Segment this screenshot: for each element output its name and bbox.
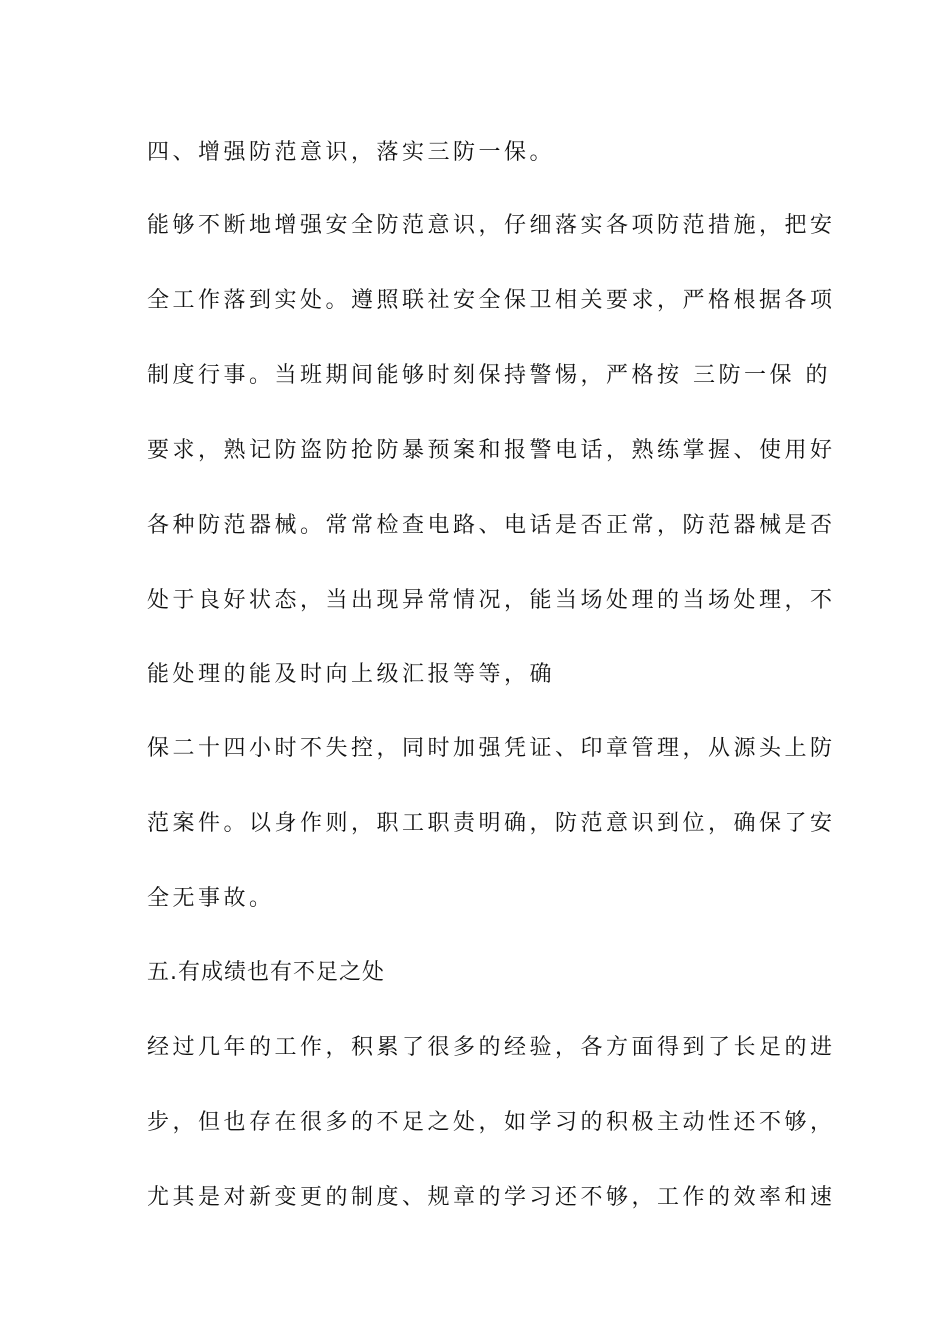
- paragraph-line: 全无事故。: [147, 886, 275, 911]
- paragraph-line: 各种防范器械。常常检查电路、电话是否正常，防范器械是否: [147, 513, 836, 538]
- paragraph-line: 处于良好状态，当出现异常情况，能当场处理的当场处理，不: [147, 588, 836, 613]
- paragraph-line: 范案件。以身作则，职工职责明确，防范意识到位，确保了安: [147, 811, 836, 836]
- section-heading-four: 四、增强防范意识，落实三防一保。: [147, 140, 556, 165]
- paragraph-line: 步，但也存在很多的不足之处，如学习的积极主动性还不够，: [147, 1110, 836, 1135]
- paragraph-line: 经过几年的工作，积累了很多的经验，各方面得到了长足的进: [147, 1035, 836, 1060]
- paragraph-line: 制度行事。当班期间能够时刻保持警惕，严格按 三防一保 的: [147, 363, 831, 388]
- paragraph-line: 能处理的能及时向上级汇报等等，确: [147, 662, 556, 687]
- section-heading-five: 五.有成绩也有不足之处: [147, 960, 385, 985]
- paragraph-line: 能够不断地增强安全防范意识，仔细落实各项防范措施，把安: [147, 213, 836, 238]
- paragraph-line: 尤其是对新变更的制度、规章的学习还不够，工作的效率和速: [147, 1185, 836, 1210]
- paragraph-line: 全工作落到实处。遵照联社安全保卫相关要求，严格根据各项: [147, 288, 836, 313]
- paragraph-line: 要求，熟记防盗防抢防暴预案和报警电话，熟练掌握、使用好: [147, 438, 836, 463]
- paragraph-line: 保二十四小时不失控，同时加强凭证、印章管理，从源头上防: [147, 736, 836, 761]
